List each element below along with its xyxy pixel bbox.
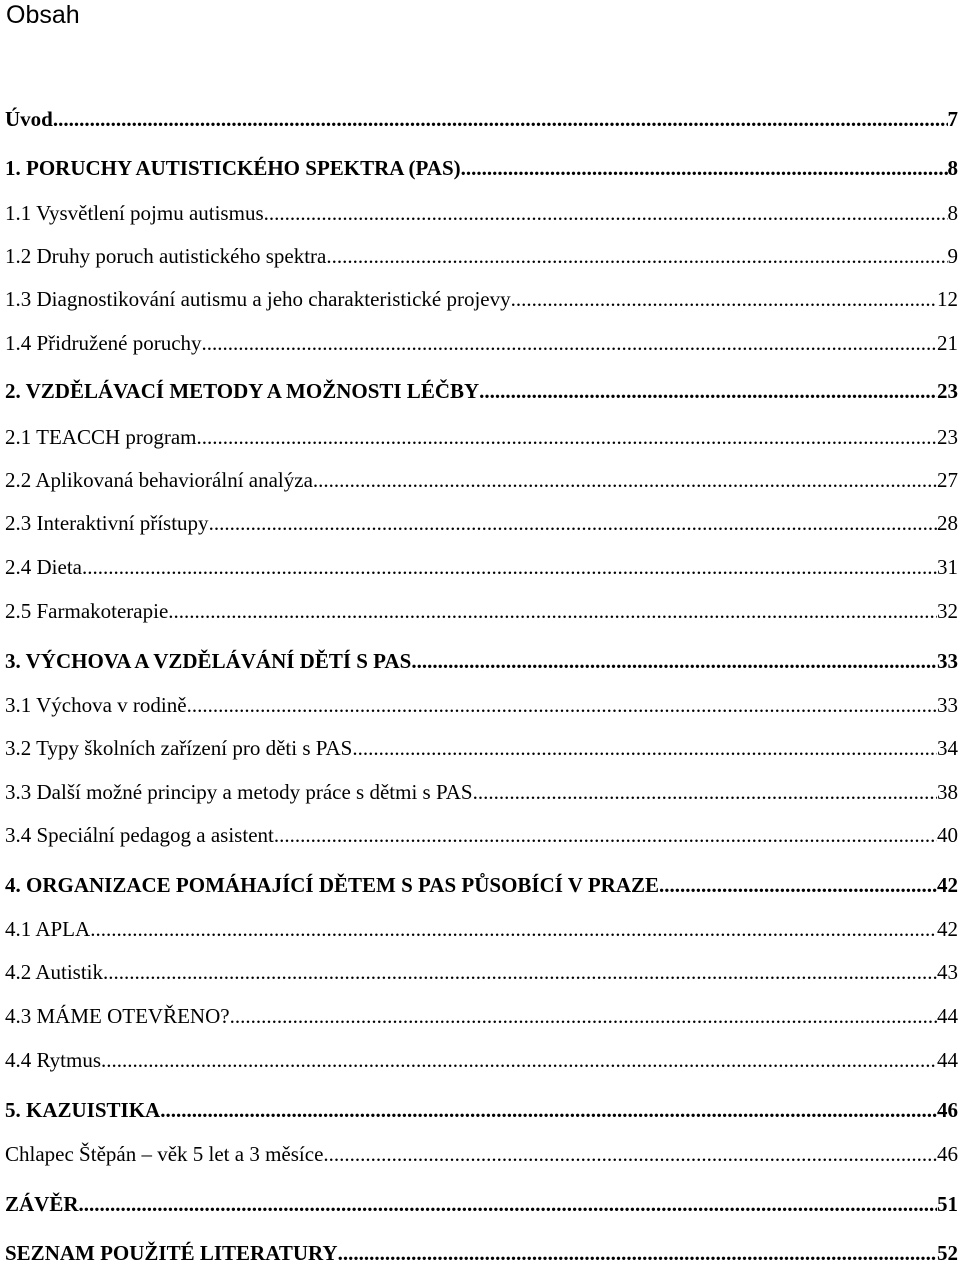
- toc-entry-title: 1.3 Diagnostikování autismu a jeho charakteristické projevy: [5, 287, 511, 311]
- toc-entry-title: 1.4 Přidružené poruchy: [5, 331, 202, 355]
- dot-leader: [461, 155, 948, 181]
- toc-entry[interactable]: [5, 467, 958, 493]
- toc-entry[interactable]: [5, 1141, 958, 1167]
- page-title: Obsah: [6, 1, 80, 29]
- dot-leader: [230, 1003, 937, 1029]
- toc-entry[interactable]: [5, 330, 958, 356]
- dot-leader: [160, 1097, 937, 1123]
- toc-entry-title: 2.4 Dieta: [5, 555, 82, 579]
- toc-entry[interactable]: [5, 1097, 958, 1123]
- dot-leader: [264, 200, 948, 226]
- toc-entry-page-number: 28: [937, 511, 958, 535]
- toc-entry-title: 3.3 Další možné principy a metody práce s dětmi s PAS: [5, 780, 473, 804]
- toc-entry-title: 4.2 Autistik: [5, 960, 104, 984]
- toc-entry[interactable]: [5, 916, 958, 942]
- dot-leader: [323, 1141, 937, 1167]
- toc-entry-page-number: 7: [947, 107, 958, 131]
- toc-entry[interactable]: [5, 735, 958, 761]
- toc-entry-title: Úvod: [5, 107, 53, 131]
- toc-entry-title: 4. ORGANIZACE POMÁHAJÍCÍ DĚTEM S PAS PŮSOBÍCÍ V PRAZE: [5, 873, 659, 897]
- toc-entry-title: 2.1 TEACCH program: [5, 425, 197, 449]
- toc-entry-page-number: 51: [937, 1192, 958, 1216]
- toc-entry-page-number: 43: [937, 960, 958, 984]
- dot-leader: [659, 872, 937, 898]
- toc-entry-page-number: 40: [937, 823, 958, 847]
- dot-leader: [326, 243, 947, 269]
- toc-entry-title: Chlapec Štěpán – věk 5 let a 3 měsíce: [5, 1142, 324, 1166]
- dot-leader: [473, 779, 937, 805]
- dot-leader: [197, 424, 937, 450]
- toc-entry-title: 3.4 Speciální pedagog a asistent: [5, 823, 274, 847]
- toc-entry-title: 5. KAZUISTIKA: [5, 1098, 161, 1122]
- toc-entry-page-number: 33: [937, 649, 958, 673]
- dot-leader: [352, 735, 937, 761]
- dot-leader: [411, 648, 937, 674]
- toc-entry[interactable]: [5, 1240, 958, 1266]
- toc-entry-title: 3. VÝCHOVA A VZDĚLÁVÁNÍ DĚTÍ S PAS: [5, 649, 412, 673]
- toc-entry-page-number: 42: [937, 873, 958, 897]
- toc-entry[interactable]: [5, 243, 958, 269]
- toc-entry-title: 1. PORUCHY AUTISTICKÉHO SPEKTRA (PAS): [5, 156, 461, 180]
- toc-entry-page-number: 23: [937, 425, 958, 449]
- toc-entry[interactable]: [5, 155, 958, 181]
- toc-entry-page-number: 27: [937, 468, 958, 492]
- toc-entry[interactable]: [5, 598, 958, 624]
- toc-entry-title: SEZNAM POUŽITÉ LITERATURY: [5, 1241, 338, 1265]
- toc-entry-title: 2.5 Farmakoterapie: [5, 599, 169, 623]
- table-of-contents: [5, 0, 958, 1264]
- toc-entry-page-number: 34: [937, 736, 958, 760]
- toc-entry-title: 3.2 Typy školních zařízení pro děti s PAS: [5, 736, 353, 760]
- toc-entry[interactable]: [5, 1003, 958, 1029]
- toc-entry-page-number: 46: [937, 1142, 958, 1166]
- toc-entry[interactable]: [5, 554, 958, 580]
- toc-entry[interactable]: [5, 779, 958, 805]
- dot-leader: [101, 1047, 937, 1073]
- toc-entry[interactable]: [5, 692, 958, 718]
- dot-leader: [511, 286, 937, 312]
- dot-leader: [209, 510, 937, 536]
- toc-entry-page-number: 44: [937, 1048, 958, 1072]
- dot-leader: [202, 330, 937, 356]
- toc-entry[interactable]: [5, 424, 958, 450]
- toc-entry-title: 4.3 MÁME OTEVŘENO?: [5, 1004, 230, 1028]
- toc-entry-title: 2. VZDĚLÁVACÍ METODY A MOŽNOSTI LÉČBY: [5, 379, 480, 403]
- toc-entry-title: 3.1 Výchova v rodině: [5, 693, 187, 717]
- toc-entry[interactable]: [5, 510, 958, 536]
- toc-entry-title: ZÁVĚR: [5, 1192, 79, 1216]
- toc-entry[interactable]: [5, 822, 958, 848]
- dot-leader: [274, 822, 937, 848]
- toc-entry-page-number: 12: [937, 287, 958, 311]
- toc-entry-title: 4.1 APLA: [5, 917, 91, 941]
- toc-entry-page-number: 21: [937, 331, 958, 355]
- toc-entry-page-number: 42: [937, 917, 958, 941]
- toc-entry[interactable]: [5, 1047, 958, 1073]
- toc-entry-title: 2.2 Aplikovaná behaviorální analýza: [5, 468, 313, 492]
- toc-entry-page-number: 44: [937, 1004, 958, 1028]
- toc-entry[interactable]: [5, 959, 958, 985]
- toc-entry-page-number: 8: [947, 156, 958, 180]
- dot-leader: [103, 959, 937, 985]
- toc-entry-page-number: 23: [937, 379, 958, 403]
- toc-entry[interactable]: [5, 286, 958, 312]
- dot-leader: [53, 106, 948, 132]
- toc-entry-title: 2.3 Interaktivní přístupy: [5, 511, 209, 535]
- toc-entry-page-number: 9: [947, 244, 958, 268]
- toc-entry[interactable]: [5, 648, 958, 674]
- toc-entry-page-number: 31: [937, 555, 958, 579]
- toc-entry-page-number: 46: [937, 1098, 958, 1122]
- toc-entry-page-number: 32: [937, 599, 958, 623]
- toc-entry[interactable]: [5, 200, 958, 226]
- dot-leader: [90, 916, 937, 942]
- dot-leader: [313, 467, 937, 493]
- toc-entry[interactable]: [5, 378, 958, 404]
- toc-entry-page-number: 38: [937, 780, 958, 804]
- dot-leader: [338, 1240, 937, 1266]
- toc-entry-title: 1.2 Druhy poruch autistického spektra: [5, 244, 327, 268]
- dot-leader: [82, 554, 937, 580]
- dot-leader: [79, 1191, 937, 1217]
- toc-entry-title: 1.1 Vysvětlení pojmu autismus: [5, 201, 264, 225]
- toc-entry-page-number: 52: [937, 1241, 958, 1265]
- dot-leader: [168, 598, 937, 624]
- dot-leader: [479, 378, 937, 404]
- dot-leader: [187, 692, 937, 718]
- toc-entry[interactable]: [5, 872, 958, 898]
- toc-entry-page-number: 33: [937, 693, 958, 717]
- toc-entry-page-number: 8: [947, 201, 958, 225]
- toc-entry[interactable]: [5, 106, 958, 132]
- toc-entry-title: 4.4 Rytmus: [5, 1048, 102, 1072]
- toc-entry[interactable]: [5, 1191, 958, 1217]
